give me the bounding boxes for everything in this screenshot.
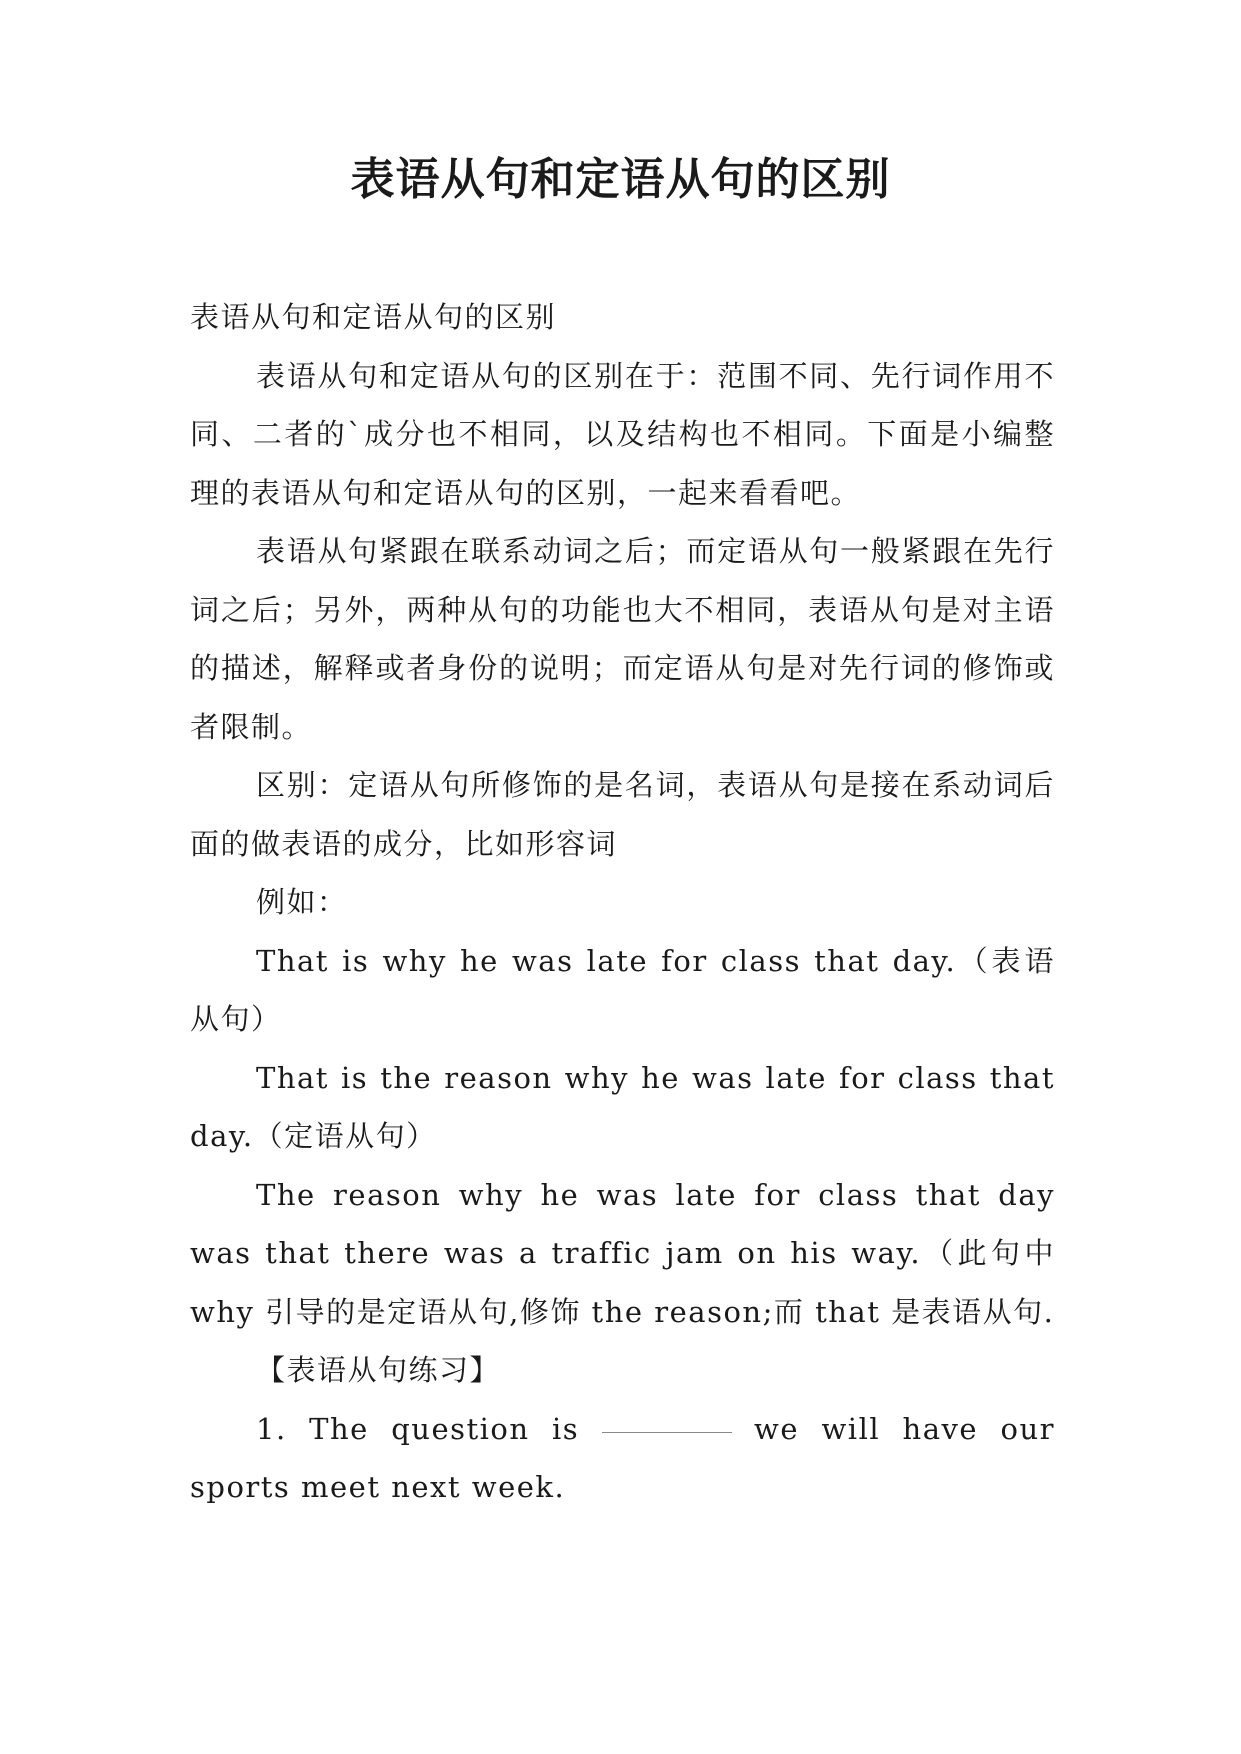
exercise-question-1 (190, 1400, 1055, 1517)
document-title: 表语从句和定语从句的区别 (350, 154, 891, 205)
example-sentence-1: That is why he was late for class that day.（表语从句） (190, 943, 1055, 1036)
section-heading: 表语从句和定语从句的区别 (190, 300, 557, 334)
answer-blank (602, 1431, 732, 1433)
exercise-heading: 【表语从句练习】 (256, 1353, 501, 1387)
question-text-end: we will have our sports meet next week. (190, 1411, 1055, 1504)
example-sentence-3: The reason why he was late for class that day was that there was a traffic jam on his way.（此句中 why 引导的是定语从句,修饰 the reason;而 that 是表语从句. (190, 1177, 1055, 1329)
example-label: 例如： (256, 885, 348, 919)
explanation-paragraph: 表语从句紧跟在联系动词之后；而定语从句一般紧跟在先行词之后；另外，两种从句的功能也大不相同，表语从句是对主语的描述，解释或者身份的说明；而定语从句是对先行词的修饰或者限制。 (190, 534, 1055, 744)
document-body (190, 288, 1055, 1517)
difference-paragraph: 区别：定语从句所修饰的是名词，表语从句是接在系动词后面的做表语的成分，比如形容词 (190, 768, 1055, 861)
example-sentence-2: That is the reason why he was late for class that day.（定语从句） (190, 1060, 1055, 1153)
question-text-start: 1. The question is (256, 1411, 580, 1446)
intro-paragraph: 表语从句和定语从句的区别在于：范围不同、先行词作用不同、二者的`成分也不相同，以及结构也不相同。下面是小编整理的表语从句和定语从句的区别，一起来看看吧。 (190, 358, 1055, 510)
